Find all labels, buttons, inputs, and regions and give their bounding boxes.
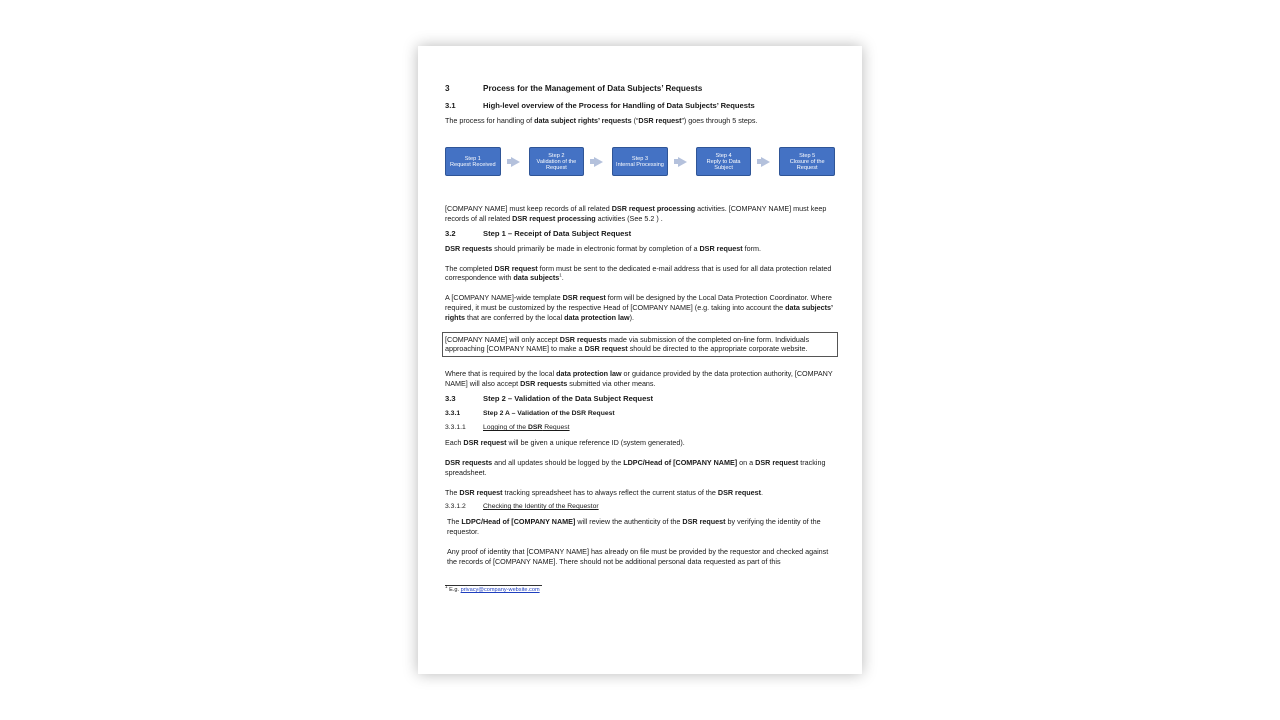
section-3-1-heading — [445, 101, 835, 111]
paragraph: The LDPC/Head of [COMPANY NAME] will review the authenticity of the DSR request by verifying the identity of the requestor. — [447, 517, 821, 536]
step-number: Step 2 — [548, 152, 565, 159]
section-title: Process for the Management of Data Subjects’ Requests — [483, 84, 703, 93]
flow-step-5 — [779, 147, 835, 176]
footnote-reference: 1 — [559, 272, 562, 278]
step-label: Internal Processing — [616, 161, 664, 168]
flow-arrow-icon — [594, 157, 603, 167]
section-3-2-heading — [445, 229, 835, 239]
section-3-heading — [445, 84, 835, 94]
records-paragraph: [COMPANY NAME] must keep records of all related DSR request processing activities. [COMPANY NAME] must keep records of all related DSR request processing activities (See 5.2 ) . — [445, 204, 827, 224]
flow-step-3 — [612, 147, 668, 176]
flow-step-4 — [696, 147, 752, 176]
highlighted-notice-box: [COMPANY NAME] will only accept DSR requests made via submission of the completed on-line form. Individuals approaching [COMPANY NAME] to make a DSR request should be directed to the appropriate corporate website. — [442, 332, 838, 358]
flow-arrow-icon — [761, 157, 770, 167]
document-page — [418, 46, 862, 674]
section-title: Step 2 – Validation of the Data Subject Request — [483, 393, 654, 403]
page-content — [445, 84, 835, 594]
section-number: 3.3 — [445, 393, 456, 403]
flow-arrow-icon — [511, 157, 520, 167]
paragraph: Where that is required by the local data protection law or guidance provided by the data protection authority, [COMPANY NAME] will also accept DSR requests submitted via other means. — [445, 369, 833, 388]
paragraph: DSR requests and all updates should be logged by the LDPC/Head of [COMPANY NAME] on a DSR request tracking spreadsheet. — [445, 457, 826, 477]
section-title: Logging of the DSR Request — [483, 424, 570, 432]
section-number: 3 — [445, 84, 450, 93]
step-number: Step 5 — [799, 152, 816, 159]
footnote: $^1$ E.g. privacy@company-website.com — [445, 584, 540, 594]
paragraph: The DSR request tracking spreadsheet has to always reflect the current status of the DSR request. — [445, 487, 764, 497]
section-title: Step 2 A – Validation of the DSR Request — [483, 409, 615, 417]
section-number: 3.3.1 — [445, 409, 461, 417]
section-3-3-1-heading — [445, 409, 835, 419]
step-number: Step 4 — [715, 152, 732, 159]
section-title: Step 1 – Receipt of Data Subject Request — [483, 228, 632, 238]
flow-arrow-icon — [678, 157, 687, 167]
section-title: High-level overview of the Process for Handling of Data Subjects’ Requests — [483, 100, 755, 110]
process-flow-diagram — [445, 147, 835, 176]
step-label: Closure of the Request — [789, 158, 825, 171]
paragraph: A [COMPANY NAME]-wide template DSR request form will be designed by the Local Data Protection Coordinator. Where required, it must be customized by the respective Head of [COMPANY NAME] (e.g. taking into account the data subjects’ rights that are conferred by the local data protection law). — [445, 293, 833, 322]
flow-step-1 — [445, 147, 501, 176]
email-link[interactable]: privacy@company-website.com — [460, 587, 540, 594]
paragraph: DSR requests should primarily be made in electronic format by completion of a DSR request form. — [445, 243, 761, 253]
step-number: Step 3 — [631, 155, 649, 162]
step-label: Validation of the Request — [536, 158, 577, 171]
section-number: 3.2 — [445, 228, 456, 238]
footnote-mark: 1 — [445, 584, 448, 590]
paragraph: Any proof of identity that [COMPANY NAME] has already on file must be provided by the requestor and checked against the records of [COMPANY NAME]. There should not be additional personal data requested as part of this — [447, 546, 829, 566]
section-3-3-1-1-heading — [445, 423, 835, 433]
paragraph: Each DSR request will be given a unique reference ID (system generated). — [445, 438, 685, 448]
step-number: Step 1 — [464, 155, 481, 162]
section-number: 3.1 — [445, 100, 456, 110]
section-3-3-heading — [445, 394, 835, 404]
step-label: Request Received — [449, 161, 496, 168]
flow-step-2 — [529, 147, 585, 176]
section-3-3-1-2-heading — [445, 502, 835, 512]
section-number: 3.3.1.2 — [445, 503, 466, 511]
section-number: 3.3.1.1 — [445, 424, 466, 432]
step-label: Reply to Data Subject — [706, 158, 741, 171]
section-title: Checking the Identity of the Requestor — [483, 503, 599, 511]
paragraph: The completed DSR request form must be sent to the dedicated e-mail address that is used for all data protection related correspondence with data subjects$^1$. — [445, 263, 832, 283]
process-intro-paragraph: The process for handling of data subject rights’ requests (“DSR request”) goes through 5 steps. — [445, 115, 758, 125]
